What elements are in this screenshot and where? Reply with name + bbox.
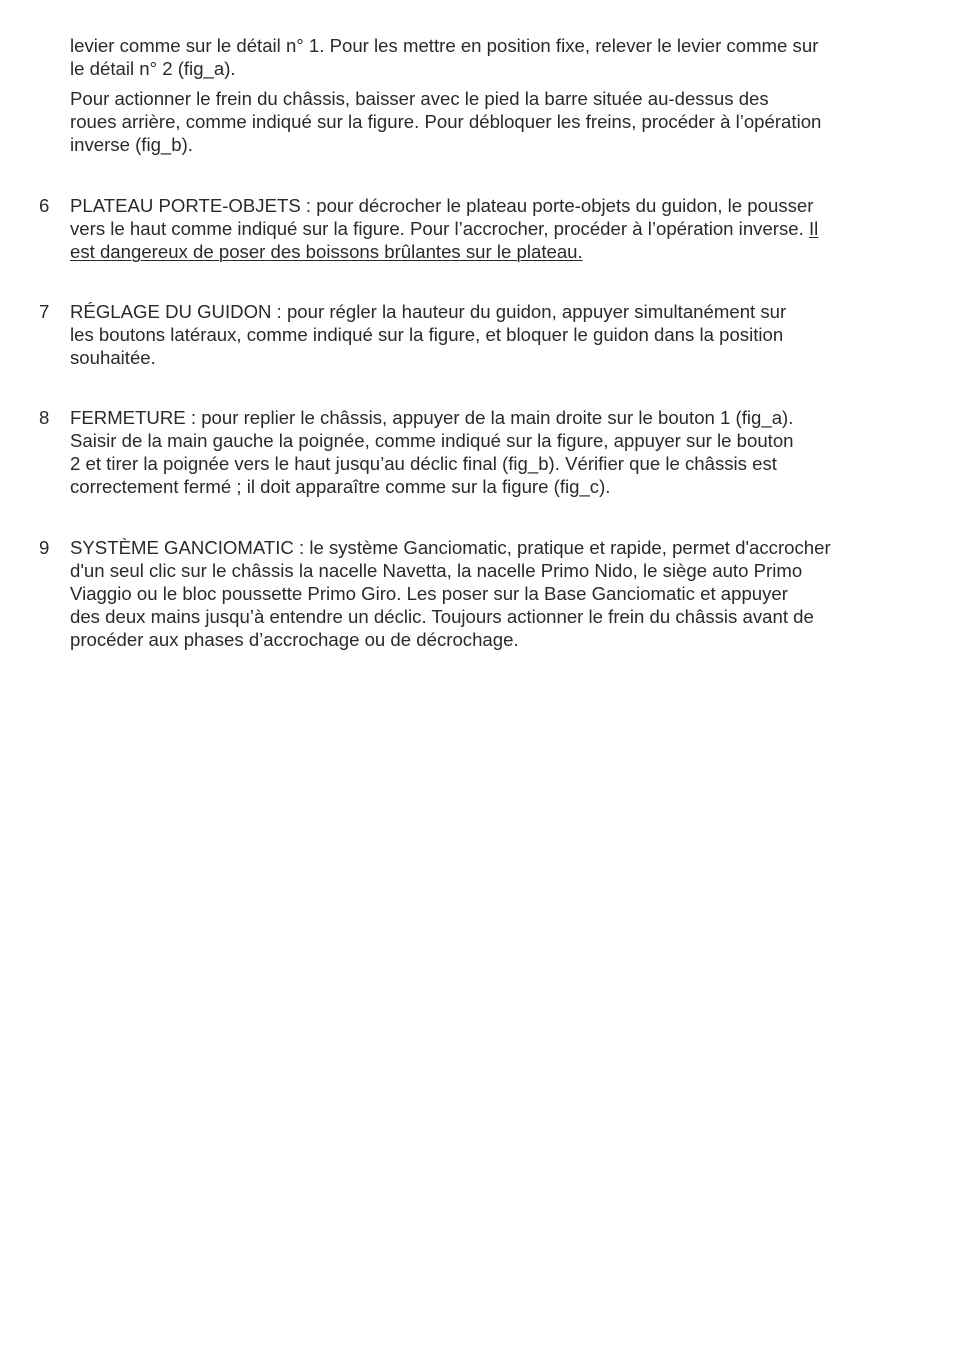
text-line: d'un seul clic sur le châssis la nacelle Navetta, la nacelle Primo Nido, le siège auto Primo — [70, 560, 803, 581]
item-number: 7 — [39, 301, 50, 322]
text-line: des deux mains jusqu’à entendre un déclic. Toujours actionner le frein du châssis avant de — [70, 606, 814, 627]
text-line: Viaggio ou le bloc poussette Primo Giro. Les poser sur la Base Ganciomatic et appuyer — [70, 583, 788, 604]
text-line: SYSTÈME GANCIOMATIC : le système Ganciomatic, pratique et rapide, permet d'accrocher — [70, 537, 831, 558]
text-line — [70, 217, 930, 240]
text-line: FERMETURE : pour replier le châssis, appuyer de la main droite sur le bouton 1 (fig_a). — [70, 407, 794, 428]
item-text — [70, 300, 930, 369]
warning-text: est dangereux de poser des boissons brûlantes sur le plateau. — [70, 241, 583, 262]
item-number: 8 — [39, 407, 50, 428]
text-line: souhaitée. — [70, 347, 156, 368]
text-line — [70, 240, 930, 263]
intro-paragraph-2 — [70, 87, 930, 156]
text-line: PLATEAU PORTE-OBJETS : pour décrocher le plateau porte-objets du guidon, le pousser — [70, 195, 814, 216]
text-line: procéder aux phases d’accrochage ou de décrochage. — [70, 629, 519, 650]
item-text — [70, 536, 930, 651]
intro-paragraph-1 — [70, 34, 930, 80]
text-line: inverse (fig_b). — [70, 134, 193, 155]
text-line: Saisir de la main gauche la poignée, comme indiqué sur la figure, appuyer sur le bouton — [70, 430, 794, 451]
text-line: Pour actionner le frein du châssis, baisser avec le pied la barre située au-dessus des — [70, 88, 769, 109]
item-number: 9 — [39, 537, 50, 558]
item-number: 6 — [39, 195, 50, 216]
text-line: correctement fermé ; il doit apparaître comme sur la figure (fig_c). — [70, 476, 611, 497]
warning-text-start: Il — [808, 218, 819, 239]
text-line: les boutons latéraux, comme indiqué sur la figure, et bloquer le guidon dans la position — [70, 324, 784, 345]
text-segment: vers le haut comme indiqué sur la figure. Pour l’accrocher, procéder à l’opération inverse. — [70, 218, 809, 239]
text-line: levier comme sur le détail n° 1. Pour les mettre en position fixe, relever le levier comme sur — [70, 35, 819, 56]
text-line: RÉGLAGE DU GUIDON : pour régler la hauteur du guidon, appuyer simultanément sur — [70, 301, 787, 322]
text-line: le détail n° 2 (fig_a). — [70, 58, 236, 79]
text-line: roues arrière, comme indiqué sur la figure. Pour débloquer les freins, procéder à l’opération — [70, 111, 822, 132]
item-text — [70, 194, 930, 263]
item-text — [70, 406, 930, 498]
text-line: 2 et tirer la poignée vers le haut jusqu’au déclic final (fig_b). Vérifier que le châssis est — [70, 453, 777, 474]
